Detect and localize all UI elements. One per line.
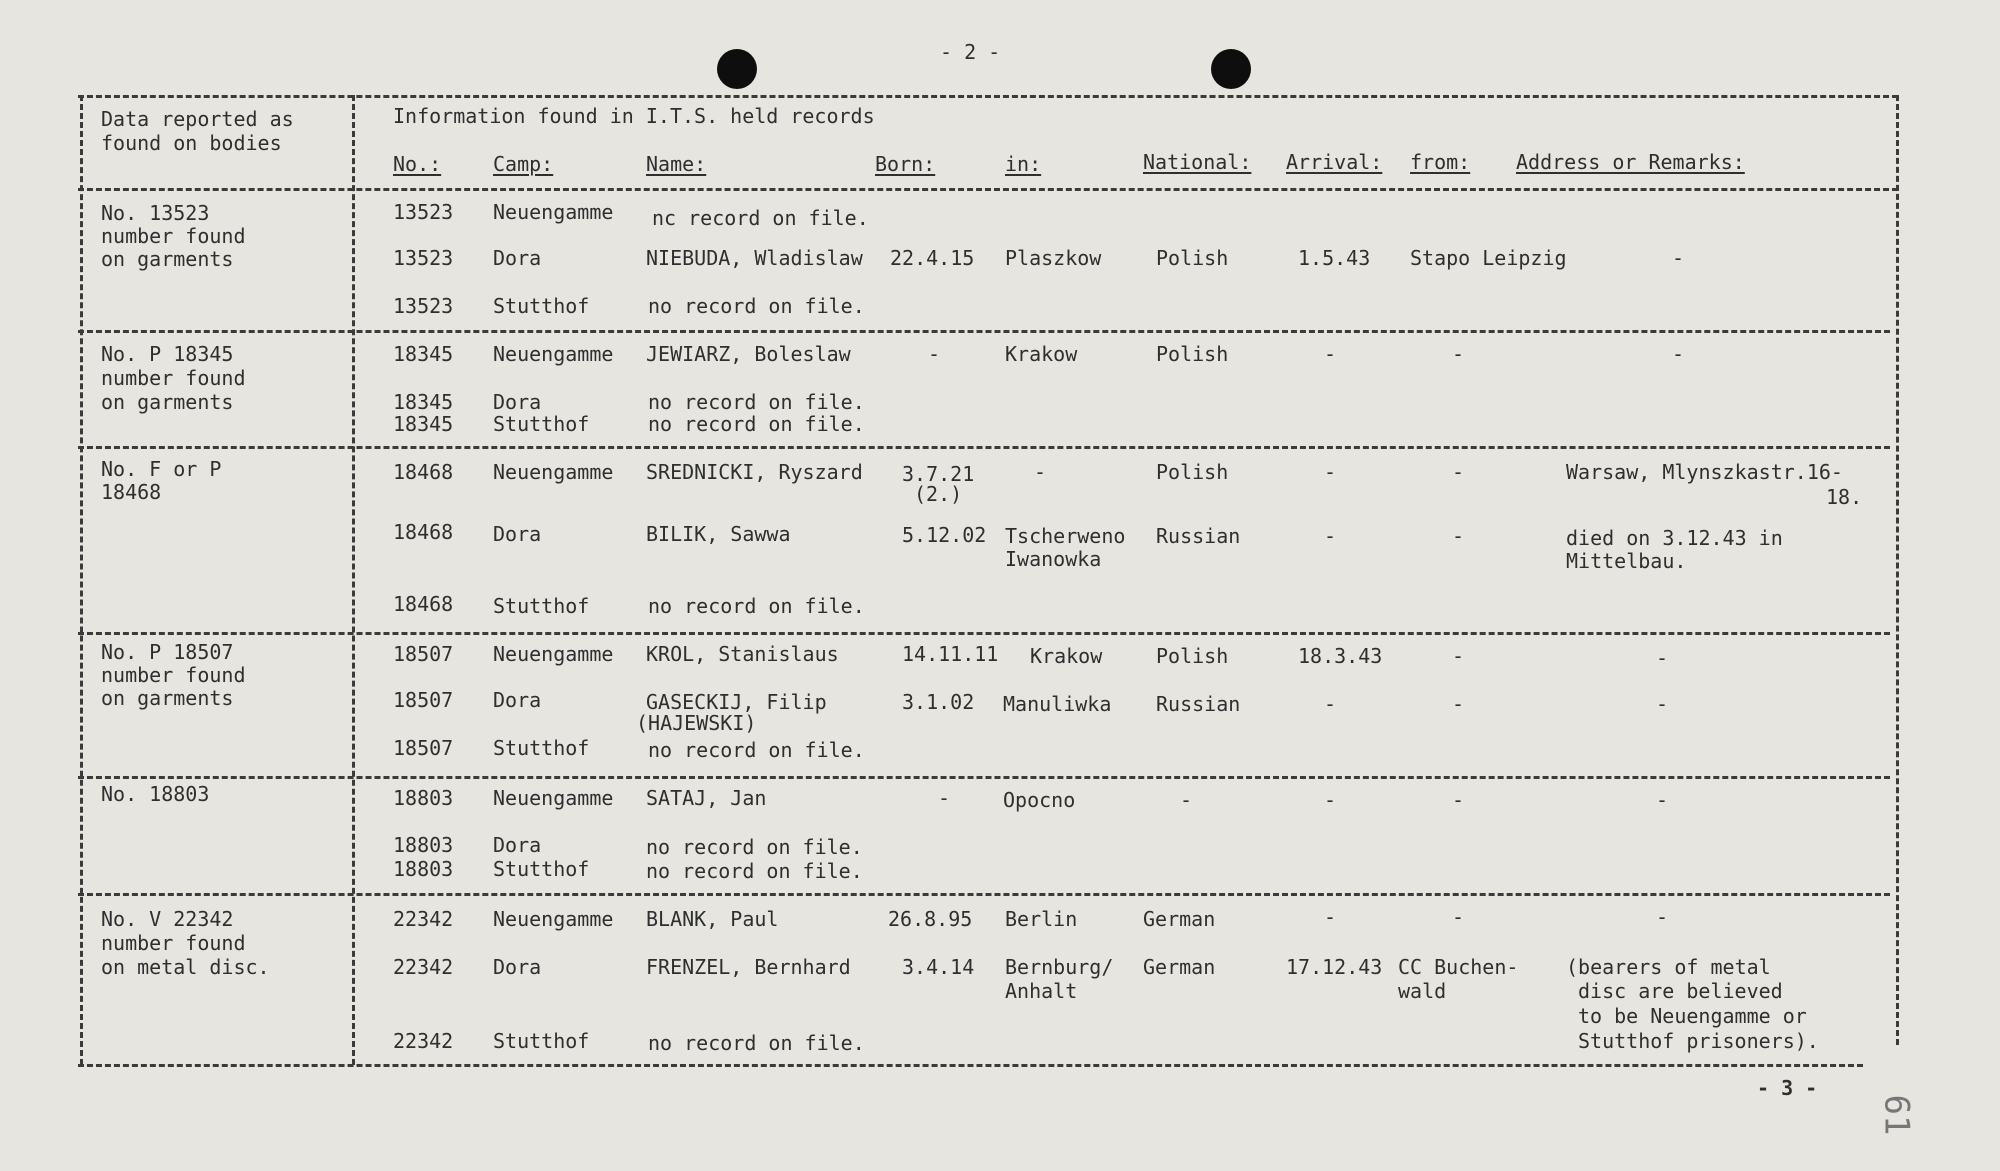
table-row-in-2: Anhalt (1005, 979, 1078, 1003)
table-row-national: - (1180, 788, 1193, 812)
punch-hole-left (717, 49, 757, 89)
table-row-in: Manuliwka (1003, 692, 1112, 716)
table-row-camp: Neuengamme (493, 907, 614, 931)
table-row-no: 18507 (393, 736, 454, 760)
col-header-born: Born: (875, 152, 936, 176)
table-row-arrival: - (1324, 342, 1337, 366)
table-row-in: Berlin (1005, 907, 1078, 931)
col-header-no: No.: (393, 152, 442, 176)
table-row-in: Plaszkow (1005, 246, 1102, 270)
table-row-camp: Neuengamme (493, 642, 614, 666)
table-row-camp: Neuengamme (493, 342, 614, 366)
table-top-border (78, 95, 1898, 98)
col-header-in: in: (1005, 152, 1042, 176)
table-row-address: - (1656, 788, 1669, 812)
block-6-left-2: number found (101, 931, 246, 955)
table-row-no: 18507 (393, 688, 454, 712)
table-row-from: Stapo Leipzig (1410, 246, 1567, 270)
table-row-from: - (1452, 644, 1465, 668)
table-row-in: Opocno (1003, 788, 1076, 812)
table-row-national: Polish (1156, 644, 1229, 668)
table-row-name: BLANK, Paul (646, 907, 779, 931)
table-row-from: - (1452, 692, 1465, 716)
table-row-in-2: Iwanowka (1005, 547, 1102, 571)
table-row-name: KROL, Stanislaus (646, 642, 839, 666)
table-row-name: no record on file. (646, 835, 863, 859)
table-row-no: 18803 (393, 786, 454, 810)
table-row-address-2: 18. (1826, 485, 1863, 509)
block-1-left-3: on garments (101, 247, 234, 271)
block-divider-4 (78, 776, 1890, 779)
table-row-address: - (1656, 905, 1669, 929)
page-number-bottom: - 3 - (1757, 1076, 1818, 1100)
table-row-name: nc record on file. (652, 206, 869, 230)
block-4-left-1: No. P 18507 (101, 640, 234, 664)
table-row-camp: Dora (493, 955, 542, 979)
table-row-address: - (1656, 646, 1669, 670)
block-6-left-3: on metal disc. (101, 955, 270, 979)
table-row-no: 18468 (393, 460, 454, 484)
table-row-camp: Stutthof (493, 736, 590, 760)
table-row-address: Warsaw, Mlynszkastr.16- (1566, 460, 1843, 484)
table-row-name: NIEBUDA, Wladislaw (646, 246, 863, 270)
table-row-born-2: (2.) (914, 482, 963, 506)
table-row-name: GASECKIJ, Filip (646, 690, 827, 714)
table-row-in: Bernburg/ (1005, 955, 1114, 979)
table-row-in: Krakow (1005, 342, 1078, 366)
table-row-from: - (1452, 460, 1465, 484)
block-divider-5 (78, 893, 1890, 896)
table-row-name: no record on file. (648, 738, 865, 762)
table-row-born: 3.1.02 (902, 690, 975, 714)
table-row-address: - (1656, 692, 1669, 716)
table-row-name: SATAJ, Jan (646, 786, 767, 810)
table-row-camp: Stutthof (493, 1029, 590, 1053)
table-row-no: 18345 (393, 390, 454, 414)
table-row-national: Polish (1156, 342, 1229, 366)
table-row-no: 22342 (393, 907, 454, 931)
block-3-left-2: 18468 (101, 480, 162, 504)
col-header-name: Name: (646, 152, 707, 176)
col-header-address: Address or Remarks: (1516, 150, 1745, 174)
table-row-arrival: - (1324, 692, 1337, 716)
block-5-left-1: No. 18803 (101, 782, 210, 806)
table-row-in: Krakow (1030, 644, 1103, 668)
table-row-name: SREDNICKI, Ryszard (646, 460, 863, 484)
table-row-arrival: - (1324, 788, 1337, 812)
page-number-top: - 2 - (940, 40, 1001, 64)
table-row-address: - (1672, 246, 1685, 270)
block-divider-2 (78, 446, 1890, 449)
table-row-no: 18345 (393, 412, 454, 436)
table-row-born: 22.4.15 (890, 246, 975, 270)
left-header-line-1: Data reported as (101, 107, 294, 131)
table-row-address-3: to be Neuengamme or (1578, 1004, 1807, 1028)
table-row-camp: Dora (493, 246, 542, 270)
table-row-name: BILIK, Sawwa (646, 522, 791, 546)
header-divider (78, 188, 1898, 191)
table-row-no: 18803 (393, 833, 454, 857)
table-row-arrival: - (1324, 524, 1337, 548)
table-row-camp: Stutthof (493, 294, 590, 318)
col-header-from: from: (1410, 150, 1471, 174)
table-row-in: - (1034, 460, 1047, 484)
table-row-camp: Stutthof (493, 412, 590, 436)
table-row-camp: Stutthof (493, 857, 590, 881)
block-1-left-1: No. 13523 (101, 201, 210, 225)
table-row-born: 26.8.95 (888, 907, 973, 931)
table-row-no: 18468 (393, 592, 454, 616)
table-row-from: - (1452, 342, 1465, 366)
right-header: Information found in I.T.S. held records (393, 104, 875, 128)
col-header-arrival: Arrival: (1286, 150, 1383, 174)
table-row-national: Polish (1156, 460, 1229, 484)
block-2-left-3: on garments (101, 390, 234, 414)
table-row-name-2: (HAJEWSKI) (636, 711, 757, 735)
block-2-left-2: number found (101, 366, 246, 390)
table-row-no: 13523 (393, 246, 454, 270)
table-row-no: 18507 (393, 642, 454, 666)
punch-hole-right (1211, 49, 1251, 89)
block-divider-1 (78, 330, 1890, 333)
table-row-no: 13523 (393, 294, 454, 318)
table-row-from: - (1452, 524, 1465, 548)
table-row-camp: Dora (493, 522, 542, 546)
table-row-no: 22342 (393, 955, 454, 979)
table-row-address: - (1672, 342, 1685, 366)
table-row-camp: Dora (493, 833, 542, 857)
column-divider (352, 95, 355, 1065)
table-row-arrival: 18.3.43 (1298, 644, 1383, 668)
table-row-born: 14.11.11 (902, 642, 999, 666)
table-row-name: no record on file. (648, 594, 865, 618)
table-row-born: 3.4.14 (902, 955, 975, 979)
table-row-no: 18803 (393, 857, 454, 881)
table-row-national: Russian (1156, 692, 1241, 716)
table-row-born: 5.12.02 (902, 523, 987, 547)
table-row-no: 22342 (393, 1029, 454, 1053)
table-row-name: no record on file. (648, 390, 865, 414)
table-row-name: no record on file. (648, 294, 865, 318)
table-row-address: died on 3.12.43 in (1566, 526, 1783, 550)
block-4-left-2: number found (101, 663, 246, 687)
table-row-camp: Neuengamme (493, 200, 614, 224)
table-row-name: no record on file. (646, 859, 863, 883)
table-row-born: - (938, 786, 951, 810)
table-row-national: Polish (1156, 246, 1229, 270)
table-row-camp: Dora (493, 390, 542, 414)
table-row-national: Russian (1156, 524, 1241, 548)
table-row-from: - (1452, 788, 1465, 812)
col-header-camp: Camp: (493, 152, 554, 176)
table-row-address-2: Mittelbau. (1566, 549, 1687, 573)
table-row-no: 18345 (393, 342, 454, 366)
block-4-left-3: on garments (101, 686, 234, 710)
table-row-no: 13523 (393, 200, 454, 224)
table-row-camp: Neuengamme (493, 460, 614, 484)
table-row-no: 18468 (393, 520, 454, 544)
table-row-from: - (1452, 905, 1465, 929)
table-row-camp: Dora (493, 688, 542, 712)
block-2-left-1: No. P 18345 (101, 342, 234, 366)
table-row-camp: Stutthof (493, 594, 590, 618)
table-row-name: no record on file. (648, 412, 865, 436)
table-row-arrival: 17.12.43 (1286, 955, 1383, 979)
table-row-arrival: - (1324, 460, 1337, 484)
table-bottom-border (78, 1064, 1863, 1067)
table-right-border (1896, 95, 1899, 1045)
block-divider-3 (78, 632, 1890, 635)
table-row-arrival: - (1324, 905, 1337, 929)
left-header-line-2: found on bodies (101, 131, 282, 155)
block-1-left-2: number found (101, 224, 246, 248)
block-6-left-1: No. V 22342 (101, 907, 234, 931)
block-3-left-1: No. F or P (101, 457, 222, 481)
table-row-from-2: wald (1398, 979, 1447, 1003)
table-row-address: (bearers of metal (1566, 955, 1771, 979)
col-header-national: National: (1143, 150, 1252, 174)
table-row-address-2: disc are believed (1578, 979, 1783, 1003)
table-row-name: no record on file. (648, 1031, 865, 1055)
table-row-national: German (1143, 955, 1216, 979)
table-row-national: German (1143, 907, 1216, 931)
table-row-in: Tscherweno (1005, 524, 1126, 548)
table-row-name: FRENZEL, Bernhard (646, 955, 851, 979)
table-row-born: 3.7.21 (902, 462, 975, 486)
table-row-from: CC Buchen- (1398, 955, 1519, 979)
table-row-camp: Neuengamme (493, 786, 614, 810)
table-left-border (80, 95, 83, 1065)
table-row-address-4: Stutthof prisoners). (1578, 1029, 1819, 1053)
table-row-born: - (928, 342, 941, 366)
side-mark: 61 (1876, 1094, 1917, 1136)
table-row-arrival: 1.5.43 (1298, 246, 1371, 270)
table-row-name: JEWIARZ, Boleslaw (646, 342, 851, 366)
